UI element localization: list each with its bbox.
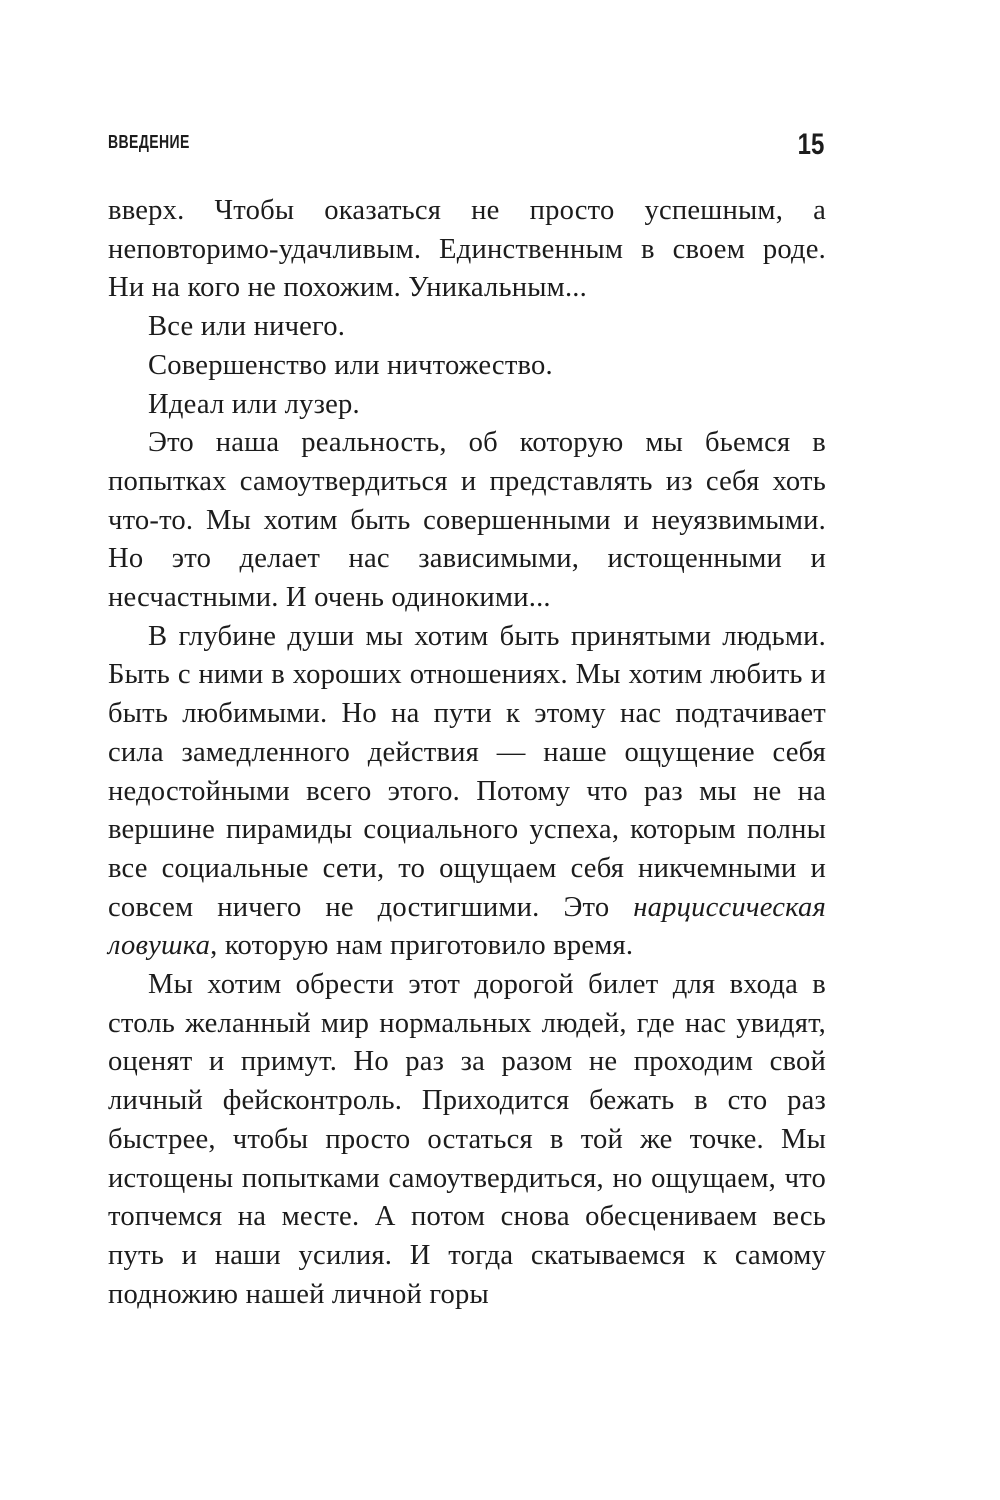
body-text <box>108 192 826 1314</box>
paragraph-text: , которую нам приготовило время. <box>210 930 634 962</box>
paragraph-text: В глубине души мы хотим быть принятыми людьми. Быть с ними в хороших отношениях. Мы хотим любить и быть любимыми. Но на пути к этому нас подтачивает сила замедленного действия — наше ощущение себя недостойными всего этого. Потому что раз мы не на вершине пирамиды социального успеха, которым полны все социальные сети, то ощущаем себя никчемными и совсем ничего не достигшими. Это <box>108 620 826 923</box>
paragraph <box>108 618 826 966</box>
paragraph: Идеал или лузер. <box>148 388 360 420</box>
paragraph: Мы хотим обрести этот дорогой билет для входа в столь желанный мир нормальных людей, где нас увидят, оценят и примут. Но раз за разом не проходим свой личный фейсконтроль. Приходится бежать в сто раз быстрее, чтобы просто остаться в той же точке. Мы истощены попытками самоутвердиться, но ощущаем, что топчемся на месте. А потом снова обесцениваем весь путь и наши усилия. И тогда скатываемся к самому подножию нашей личной горы <box>108 969 826 1310</box>
running-head: ВВЕДЕНИЕ <box>108 132 190 152</box>
paragraph: Это наша реальность, об которую мы бьемся в попытках самоутвердиться и представлять из себя хоть что-то. Мы хотим быть совершенными и неуязвимыми. Но это делает нас зависимыми, истощенными и несчастными. И очень одинокими... <box>108 427 826 614</box>
page-number: 15 <box>797 128 824 161</box>
paragraph: вверх. Чтобы оказаться не просто успешным, а неповторимо-удачливым. Единственным в своем роде. Ни на кого не похожим. Уникальным... <box>108 195 826 304</box>
paragraph: Все или ничего. <box>148 311 346 343</box>
paragraph: Совершенство или ничтожество. <box>148 349 553 381</box>
emphasized-term: нарциссическая ловушка <box>108 891 826 962</box>
